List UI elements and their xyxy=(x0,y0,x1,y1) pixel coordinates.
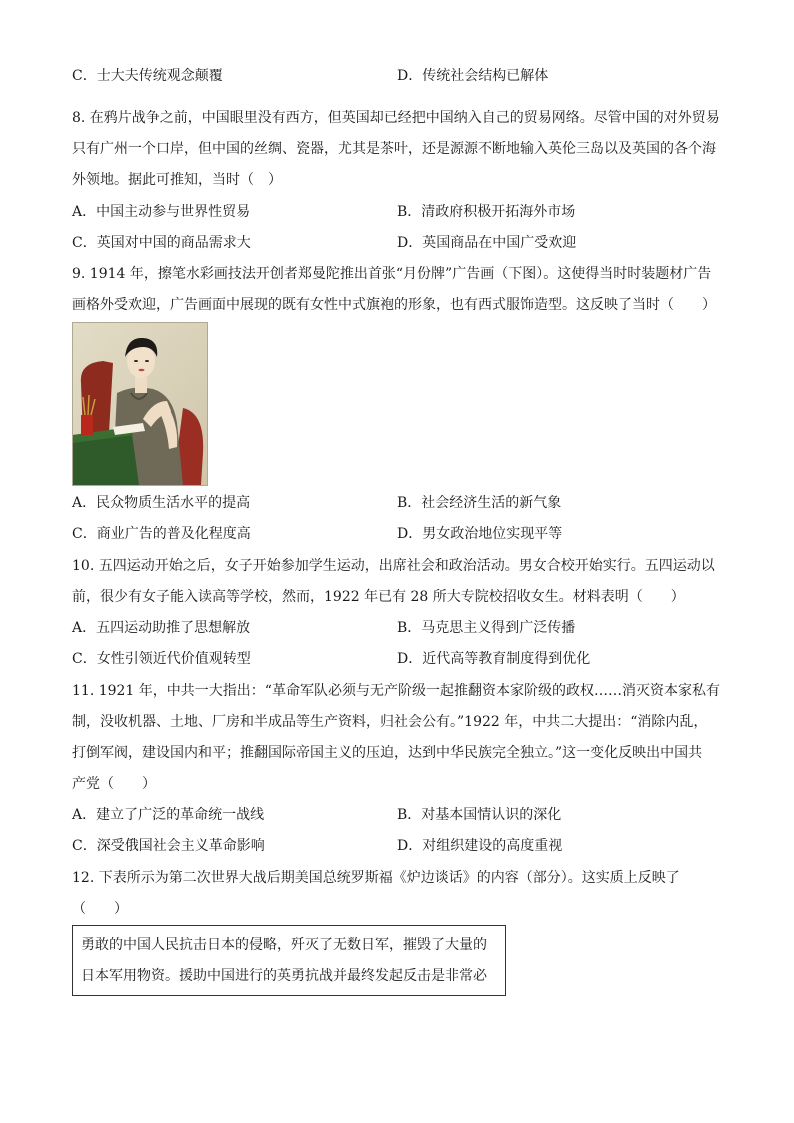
q12-stem-line-1: 12. 下表所示为第二次世界大战后期美国总统罗斯福《炉边谈话》的内容（部分）。这实质上反映了 xyxy=(72,870,680,886)
q10-option-d: D．近代高等教育制度得到优化 xyxy=(397,651,591,667)
q7-option-c: C．士大夫传统观念颠覆 xyxy=(72,68,223,84)
q11-option-a: A．建立了广泛的革命统一战线 xyxy=(72,807,265,823)
q8-option-b: B．清政府积极开拓海外市场 xyxy=(397,204,576,220)
q9-stem-line-2: 画格外受欢迎，广告画面中展现的既有女性中式旗袍的形象，也有西式服饰造型。这反映了当时（ ） xyxy=(72,297,716,313)
q11-option-d: D．对组织建设的高度重视 xyxy=(397,838,563,854)
q11-stem-line-2: 制，没收机器、土地、厂房和半成品等生产资料，归社会公有。”1922 年，中共二大提出：“消除内乱， xyxy=(72,714,708,730)
q11-option-b: B．对基本国情认识的深化 xyxy=(397,807,562,823)
q8-stem-line-3: 外领地。据此可推知，当时（ ） xyxy=(72,172,282,188)
quote-line-2: 日本军用物资。援助中国进行的英勇抗战并最终发起反击是非常必 xyxy=(81,968,487,984)
q10-stem-line-1: 10. 五四运动开始之后，女子开始参加学生运动，出席社会和政治活动。男女合校开始实行。五四运动以 xyxy=(72,558,715,574)
fireside-chat-quote-box xyxy=(72,925,506,996)
q8-option-d: D．英国商品在中国广受欢迎 xyxy=(397,235,577,251)
q10-option-b: B．马克思主义得到广泛传播 xyxy=(397,620,576,636)
q9-stem-line-1: 9. 1914 年，擦笔水彩画技法开创者郑曼陀推出首张“月份牌”广告画（下图）。这使得当时时装题材广告 xyxy=(72,266,712,282)
q8-stem-line-2: 只有广州一个口岸，但中国的丝绸、瓷器，尤其是茶叶，还是源源不断地输入英伦三岛以及英国的各个海 xyxy=(72,141,716,157)
quote-line-1: 勇敢的中国人民抗击日本的侵略，歼灭了无数日军，摧毁了大量的 xyxy=(81,937,487,953)
q8-stem-line-1: 8. 在鸦片战争之前，中国眼里没有西方，但英国却已经把中国纳入自己的贸易网络。尽管中国的对外贸易 xyxy=(72,110,720,126)
q9-option-a: A．民众物质生活水平的提高 xyxy=(72,495,251,511)
q10-option-c: C．女性引领近代价值观转型 xyxy=(72,651,251,667)
q11-option-c: C．深受俄国社会主义革命影响 xyxy=(72,838,265,854)
q9-option-c: C．商业广告的普及化程度高 xyxy=(72,526,251,542)
q12-stem-line-2: （ ） xyxy=(72,901,128,917)
q8-option-c: C．英国对中国的商品需求大 xyxy=(72,235,251,251)
q10-stem-line-2: 前，很少有女子能入读高等学校，然而，1922 年已有 28 所大专院校招收女生。材料表明（ ） xyxy=(72,589,685,605)
q9-option-d: D．男女政治地位实现平等 xyxy=(397,526,563,542)
calendar-poster-painting xyxy=(72,322,208,486)
q11-stem-line-4: 产党（ ） xyxy=(72,776,156,792)
q8-option-a: A．中国主动参与世界性贸易 xyxy=(72,204,251,220)
q11-stem-line-1: 11. 1921 年，中共一大指出：“革命军队必须与无产阶级一起推翻资本家阶级的政权……消灭资本家私有 xyxy=(72,683,720,699)
q9-option-b: B．社会经济生活的新气象 xyxy=(397,495,562,511)
q10-option-a: A．五四运动助推了思想解放 xyxy=(72,620,251,636)
woman-in-qipao-illustration xyxy=(73,323,207,485)
q11-stem-line-3: 打倒军阀，建设国内和平；推翻国际帝国主义的压迫，达到中华民族完全独立。”这一变化反映出中国共 xyxy=(72,745,703,761)
q7-option-d: D．传统社会结构已解体 xyxy=(397,68,549,84)
